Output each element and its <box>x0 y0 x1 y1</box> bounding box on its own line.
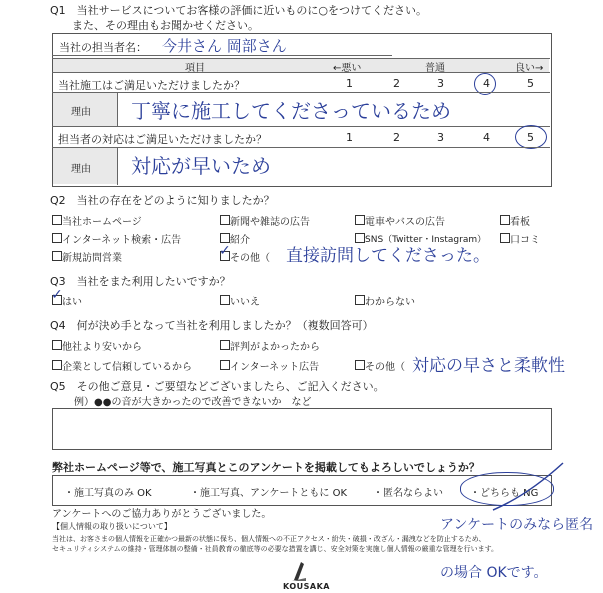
row1-scale-2[interactable]: 2 <box>393 77 400 90</box>
q5-example: 例）●●の音が大きかったので改善できないか など <box>74 397 312 408</box>
q2-checkbox-referral[interactable] <box>220 233 230 243</box>
q2-option-signboard: 看板 <box>510 217 530 228</box>
row1-scale-5[interactable]: 5 <box>527 77 534 90</box>
q5-title: Q5 その他ご意見・ご要望などございましたら、ご記入ください。 <box>50 380 385 393</box>
q2-checkbox-wordofmouth[interactable] <box>500 233 510 243</box>
q4-option-reputation: 評判がよかったから <box>230 342 320 353</box>
q4-checkbox-other[interactable] <box>355 360 365 370</box>
q3-option-yes: はい <box>62 297 82 308</box>
q2-checkbox-newspaper[interactable] <box>220 215 230 225</box>
reason2-text: 対応が早いため <box>131 154 271 178</box>
q3-checkbox-unsure[interactable] <box>355 295 365 305</box>
thanks-message: アンケートへのご協力ありがとうございました。 <box>52 509 272 520</box>
row1-scale-4[interactable]: 4 <box>483 77 490 90</box>
publish-option-photo[interactable]: ・施工写真のみ OK <box>64 488 152 499</box>
q2-checkbox-internet[interactable] <box>52 233 62 243</box>
q3-yes-check-icon: ✓ <box>51 287 63 303</box>
q5-comment-box[interactable] <box>52 408 552 450</box>
q3-option-no: いいえ <box>230 297 260 308</box>
q2-option-newspaper: 新聞や雑誌の広告 <box>230 217 310 228</box>
publish-question: 弊社ホームページ等で、施工写真とこのアンケートを掲載してもよろしいでしょうか？ <box>52 461 480 474</box>
q4-other-text: 対応の早さと柔軟性 <box>412 356 565 376</box>
q4-option-internet-ad: インターネット広告 <box>230 362 320 373</box>
privacy-line2: セキュリティシステムの維持・管理体制の整備・社員教育の徹底等の必要な措置を講じ、安全対策を実施し個人情報の厳重な管理を行います。 <box>52 545 499 553</box>
q2-checkbox-homepage[interactable] <box>52 215 62 225</box>
privacy-title: 【個人情報の取り扱いについて】 <box>52 522 172 531</box>
row2-question: 担当者の対応はご満足いただけましたか？ <box>58 133 267 146</box>
q2-option-homepage: 当社ホームページ <box>62 217 142 228</box>
q3-option-unsure: わからない <box>365 297 415 308</box>
header-good: 良い→ <box>515 63 544 74</box>
q3-checkbox-no[interactable] <box>220 295 230 305</box>
q2-title: Q2 当社の存在をどのように知りましたか？ <box>50 194 275 207</box>
staff-name: 今井さん 岡部さん <box>162 37 287 55</box>
q4-option-trust: 企業として信頼しているから <box>62 362 192 373</box>
header-normal: 普通 <box>425 63 445 74</box>
q4-checkbox-cheaper[interactable] <box>52 340 62 350</box>
q2-option-sns: SNS（Twitter・Instagram） <box>365 235 487 245</box>
annotation-arrow-icon <box>488 455 568 515</box>
company-logo-icon <box>291 560 307 582</box>
header-item: 項目 <box>185 63 205 74</box>
row2-selected-circle <box>515 125 547 149</box>
reason1-text: 丁寧に施工してくださっているため <box>131 99 451 123</box>
q4-checkbox-trust[interactable] <box>52 360 62 370</box>
publish-note-line2: の場合 OKです。 <box>440 565 548 581</box>
header-bad: ←悪い <box>333 63 362 74</box>
q1-title: Q1 当社サービスについてお客様の評価に近いものに○をつけてください。 <box>50 4 428 17</box>
row2-scale-1[interactable]: 1 <box>346 131 353 144</box>
row2-scale-5[interactable]: 5 <box>527 131 534 144</box>
q2-option-wordofmouth: 口コミ <box>510 235 540 246</box>
q2-other-check-icon: ✓ <box>219 243 231 259</box>
row1-question: 当社施工はご満足いただけましたか？ <box>58 79 245 92</box>
q4-checkbox-internet-ad[interactable] <box>220 360 230 370</box>
q3-title: Q3 当社をまた利用したいですか？ <box>50 275 231 288</box>
row1-scale-3[interactable]: 3 <box>437 77 444 90</box>
reason2-label: 理由 <box>71 164 91 175</box>
publish-option-ng[interactable]: ・どちらも NG <box>470 488 539 499</box>
q2-option-referral: 紹介 <box>230 235 250 246</box>
q4-checkbox-reputation[interactable] <box>220 340 230 350</box>
q4-option-cheaper: 他社より安いから <box>62 342 142 353</box>
q2-checkbox-visit[interactable] <box>52 251 62 261</box>
q2-checkbox-train[interactable] <box>355 215 365 225</box>
row1-scale-1[interactable]: 1 <box>346 77 353 90</box>
company-logo-text: KOUSAKA <box>283 582 330 591</box>
publish-note-line1: アンケートのみなら匿名 <box>440 517 594 533</box>
staff-label: 当社の担当者名： <box>59 41 147 54</box>
q2-option-train: 電車やバスの広告 <box>365 217 445 228</box>
q2-checkbox-signboard[interactable] <box>500 215 510 225</box>
row2-scale-3[interactable]: 3 <box>437 131 444 144</box>
reason1-label: 理由 <box>71 107 91 118</box>
q1-subtitle: また、その理由もお聞かせください。 <box>72 19 259 32</box>
q4-option-other: その他（ <box>365 362 405 373</box>
q2-option-visit: 新規訪問営業 <box>62 253 122 264</box>
q2-option-other: その他（ <box>230 253 270 264</box>
row2-scale-4[interactable]: 4 <box>483 131 490 144</box>
privacy-line1: 当社は、お客さまの個人情報を正確かつ最新の状態に保ち、個人情報への不正アクセス・紛失・破損・改ざん・漏洩などを防止するため、 <box>52 535 486 543</box>
publish-option-anonymous[interactable]: ・匿名ならよい <box>373 488 443 499</box>
q4-title: Q4 何が決め手となって当社を利用しましたか？（複数回答可） <box>50 319 374 332</box>
q2-option-internet: インターネット検索・広告 <box>62 235 182 246</box>
publish-option-both[interactable]: ・施工写真、アンケートともに OK <box>190 488 348 499</box>
row2-scale-2[interactable]: 2 <box>393 131 400 144</box>
q2-other-text: 直接訪問してくださった。 <box>286 246 490 266</box>
